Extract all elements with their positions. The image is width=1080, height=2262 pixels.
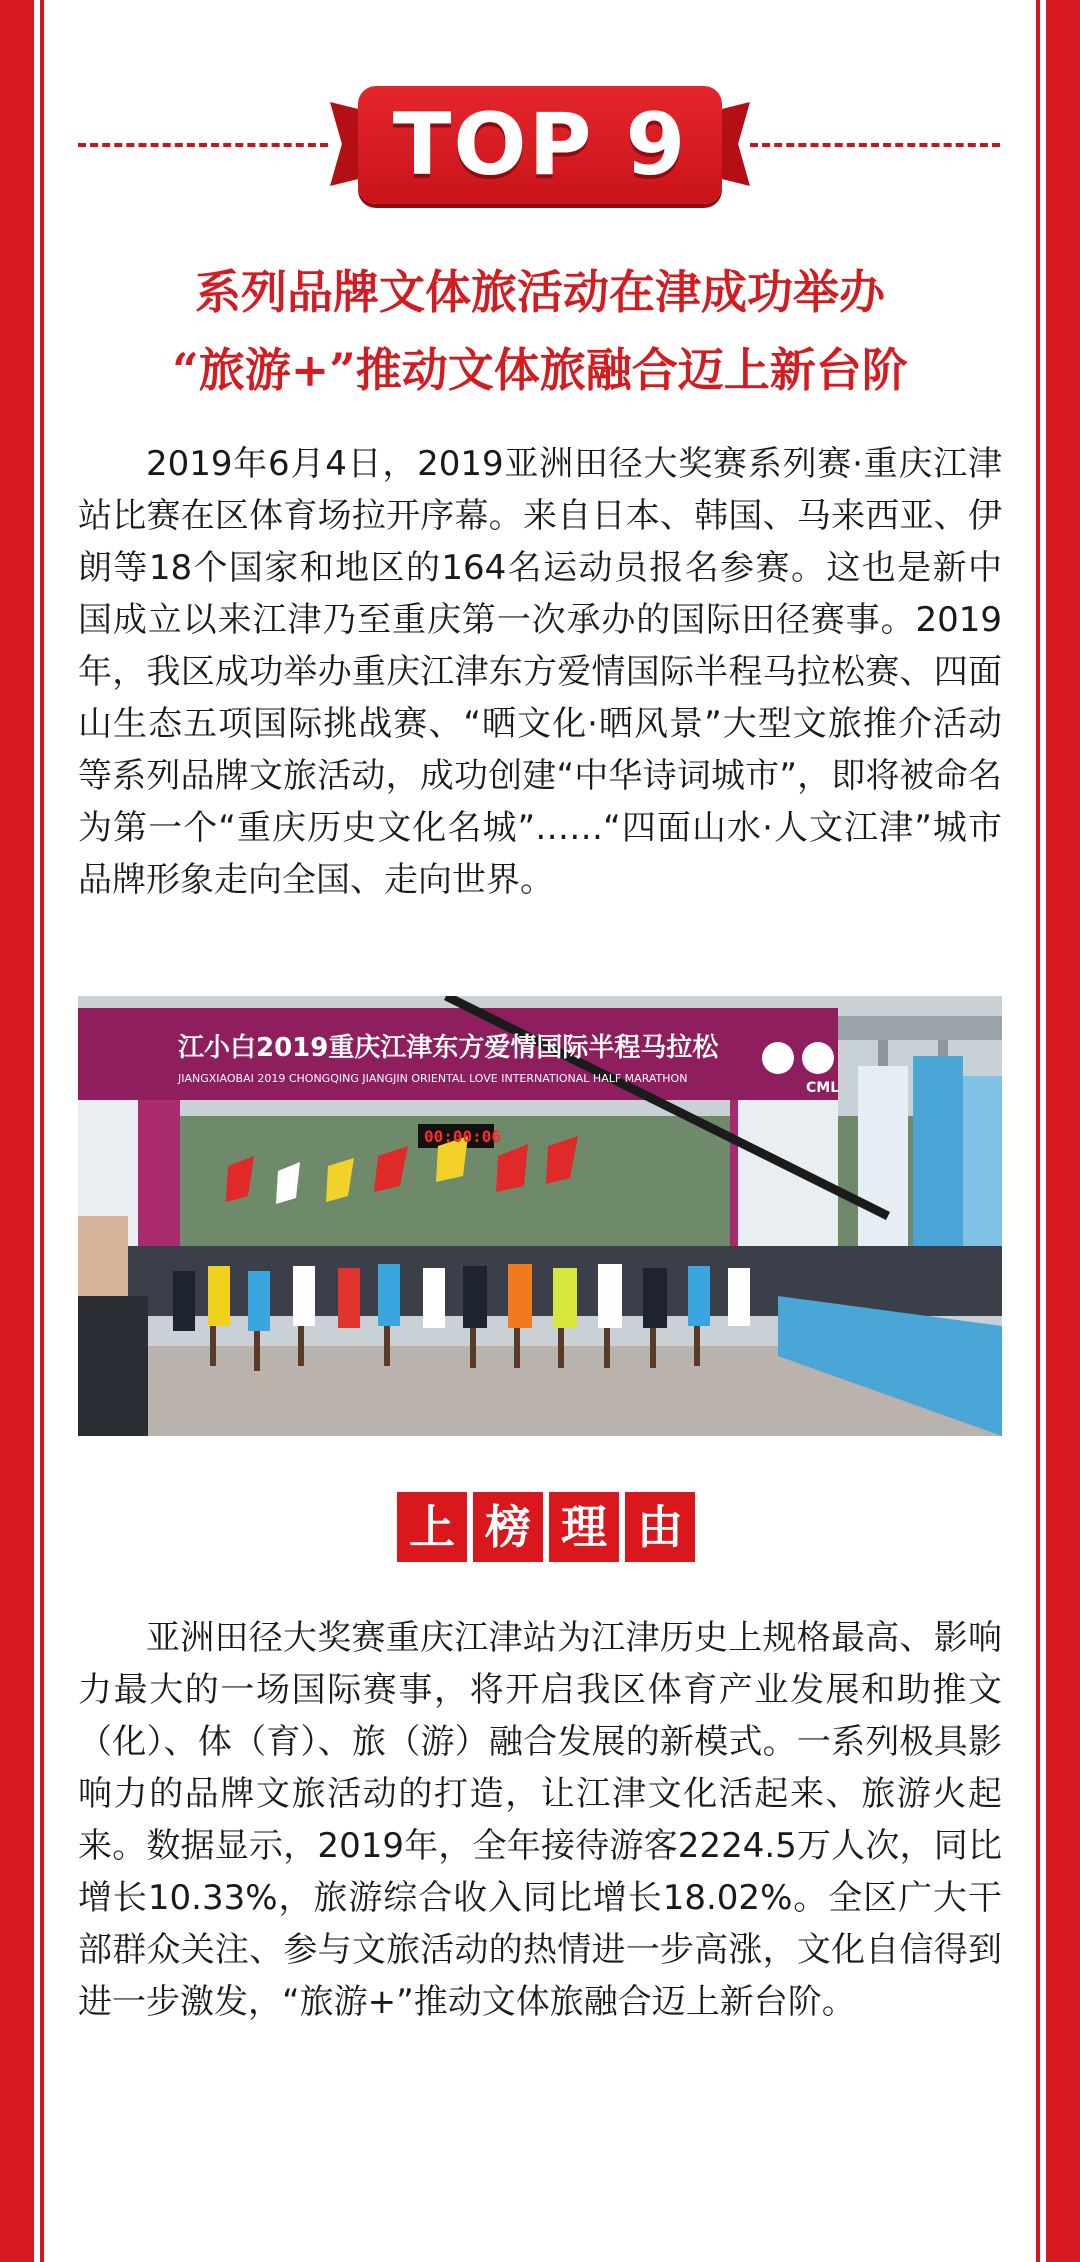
photo-banner-title: 江小白2019重庆江津东方爱情国际半程马拉松 <box>178 1033 719 1063</box>
reason-heading-char: 上 <box>397 1492 467 1562</box>
headline-line-1: 系列品牌文体旅活动在津成功举办 <box>195 265 885 319</box>
reason-paragraph: 亚洲田径大奖赛重庆江津站为江津历史上规格最高、影响力最大的一场国际赛事，将开启我区体育产业发展和助推文（化）、体（育）、旅（游）融合发展的新模式。一系列极具影响力的品牌文旅活动的打造，让江津文化活起来、旅游火起来。数据显示，2019年，全年接待游客2224.5万人次，同比增长10.33%，旅游综合收入同比增长18.02%。全区广大干部群众关注、参与文旅活动的热情进一步高涨，文化自信得到进一步激发，“旅游+”推动文体旅融合迈上新台阶。 <box>78 1618 1002 2022</box>
reason-heading-char: 理 <box>549 1492 619 1562</box>
marathon-start-photo <box>78 996 1002 1436</box>
rank-label: TOP 9 <box>392 95 688 195</box>
intro-paragraph: 2019年6月4日，2019亚洲田径大奖赛系列赛·重庆江津站比赛在区体育场拉开序幕。来自日本、韩国、马来西亚、伊朗等18个国家和地区的164名运动员报名参赛。这也是新中国成立以来江津乃至重庆第一次承办的国际田径赛事。2019年，我区成功举办重庆江津东方爱情国际半程马拉松赛、四面山生态五项国际挑战赛、“晒文化·晒风景”大型文旅推介活动等系列品牌文旅活动，成功创建“中华诗词城市”，即将被命名为第一个“重庆历史文化名城”……“四面山水·人文江津”城市品牌形象走向全国、走向世界。 <box>78 444 1002 900</box>
reason-heading-char: 由 <box>625 1492 695 1562</box>
left-red-border <box>0 0 34 2262</box>
photo-banner-subtitle: JIANGXIAOBAI 2019 CHONGQING JIANGJIN ORIENTAL LOVE INTERNATIONAL HALF MARATHON <box>178 1072 688 1085</box>
rank-header <box>0 80 1080 210</box>
reason-heading <box>397 1492 695 1562</box>
left-red-rule <box>40 0 44 2262</box>
left-dashed-divider <box>78 143 328 147</box>
right-red-border <box>1046 0 1080 2262</box>
reason-heading-char: 榜 <box>473 1492 543 1562</box>
right-red-rule <box>1036 0 1040 2262</box>
photo-timer: 00:00:06 <box>424 1127 502 1146</box>
right-dashed-divider <box>750 143 1000 147</box>
headline-line-2: “旅游+”推动文体旅融合迈上新台阶 <box>172 343 908 397</box>
photo-sponsor: CML <box>806 1080 840 1096</box>
